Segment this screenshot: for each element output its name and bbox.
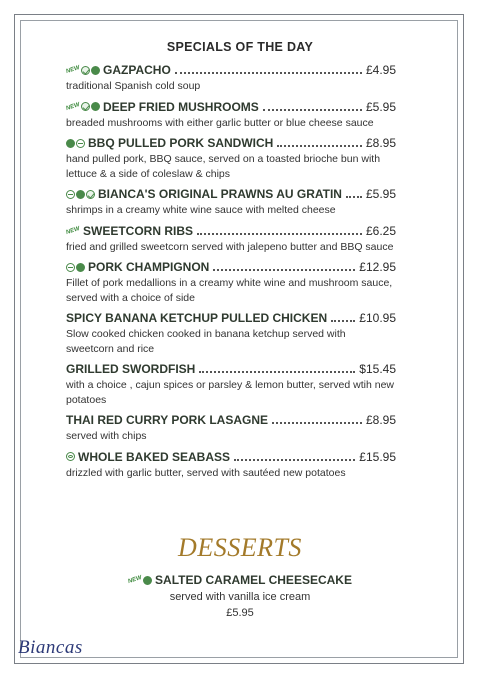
dot-leader — [234, 449, 355, 461]
menu-item — [66, 222, 396, 255]
menu-item-price: £12.95 — [359, 260, 396, 274]
menu-item-name: GAZPACHO — [103, 63, 171, 77]
gluten-free-icon — [91, 66, 100, 75]
dessert-item-header — [0, 571, 480, 589]
specials-list — [66, 61, 396, 484]
menu-item-description: served with chips — [66, 430, 147, 442]
new-badge-icon: NEW — [65, 101, 81, 112]
menu-item-price: £4.95 — [365, 63, 396, 77]
dairy-free-icon — [66, 263, 75, 272]
dietary-icons — [66, 66, 101, 75]
menu-item-description: shrimps in a creamy white wine sauce with melted cheese — [66, 204, 336, 216]
menu-item-price: £15.95 — [359, 449, 396, 464]
dot-leader — [346, 186, 362, 198]
gluten-free-icon — [76, 190, 85, 199]
dessert-description: served with vanilla ice cream — [169, 591, 311, 603]
gluten-free-icon — [76, 263, 85, 272]
menu-item-header — [66, 185, 396, 203]
gluten-free-icon — [143, 576, 152, 585]
dairy-free-icon — [66, 190, 75, 199]
dessert-price: £5.95 — [226, 607, 254, 619]
dessert-name: SALTED CARAMEL CHEESECAKE — [155, 573, 352, 587]
menu-item-description: drizzled with garlic butter, served with sautéed new potatoes — [66, 466, 346, 479]
menu-item-price: £8.95 — [365, 136, 396, 150]
dot-leader — [213, 259, 355, 271]
menu-item-header — [66, 360, 396, 378]
menu-item-price: $15.45 — [359, 362, 396, 376]
menu-item — [66, 360, 396, 407]
menu-item-description: hand pulled pork, BBQ sauce, served on a toasted brioche bun with lettuce & a side of coleslaw & chips — [66, 153, 381, 180]
menu-item-price: £5.95 — [365, 99, 396, 114]
dot-leader — [199, 361, 355, 373]
menu-item-header — [66, 134, 396, 152]
desserts-heading: DESSERTS — [178, 533, 302, 562]
menu-item-price: £8.95 — [365, 413, 396, 427]
menu-item — [66, 134, 396, 181]
gluten-free-icon — [91, 102, 100, 111]
dessert-item — [0, 571, 480, 621]
menu-item-header — [66, 61, 396, 79]
dietary-icons — [66, 102, 101, 111]
menu-item-name: THAI RED CURRY PORK LASAGNE — [66, 413, 269, 427]
new-badge-icon: NEW — [127, 574, 143, 586]
page-title: SPECIALS OF THE DAY — [166, 40, 314, 54]
menu-item-header — [66, 258, 396, 276]
menu-item — [66, 309, 396, 356]
dot-leader — [197, 223, 362, 235]
dietary-icons — [66, 139, 86, 148]
menu-item-name: PORK CHAMPIGNON — [88, 260, 210, 274]
menu-item — [66, 61, 396, 94]
fish-icon — [66, 452, 75, 461]
menu-item-description: with a choice , cajun spices or parsley & lemon butter, served wtih new potatoes — [66, 379, 394, 406]
dietary-icons — [66, 190, 96, 199]
menu-item-description: breaded mushrooms with either garlic butter or blue cheese sauce — [66, 116, 374, 129]
dessert-icons — [128, 576, 153, 585]
menu-item — [66, 448, 396, 481]
menu-item-description: Slow cooked chicken cooked in banana ketchup served with sweetcorn and rice — [66, 328, 346, 355]
menu-item-name: SWEETCORN RIBS — [83, 223, 194, 238]
menu-item-price: £5.95 — [365, 187, 396, 201]
dot-leader — [277, 135, 362, 147]
dietary-icons — [65, 225, 81, 236]
dot-leader — [331, 310, 355, 322]
menu-item — [66, 98, 396, 131]
vegetarian-icon — [86, 190, 95, 199]
menu-item-description: Fillet of pork medallions in a creamy white wine and mushroom sauce, served with a choice of side — [66, 277, 393, 304]
menu-item-name: BIANCA'S ORIGINAL PRAWNS AU GRATIN — [98, 187, 342, 201]
new-badge-icon: NEW — [65, 64, 81, 76]
menu-item-name: GRILLED SWORDFISH — [66, 362, 196, 376]
dot-leader — [272, 412, 362, 424]
menu-item-name: WHOLE BAKED SEABASS — [78, 449, 231, 464]
menu-item-header — [66, 309, 396, 327]
menu-item — [66, 411, 396, 444]
menu-item-description: traditional Spanish cold soup — [66, 80, 201, 92]
menu-item — [66, 185, 396, 218]
dot-leader — [263, 99, 362, 111]
dietary-icons — [66, 263, 86, 272]
menu-item-name: DEEP FRIED MUSHROOMS — [103, 99, 259, 114]
gluten-free-icon — [66, 139, 75, 148]
menu-item-header — [66, 98, 396, 116]
menu-item-price: £10.95 — [359, 311, 396, 325]
menu-item-header — [66, 411, 396, 429]
menu-item-header — [66, 222, 396, 240]
vegetarian-icon — [81, 102, 90, 111]
menu-item-name: SPICY BANANA KETCHUP PULLED CHICKEN — [66, 311, 328, 325]
new-badge-icon: NEW — [65, 225, 81, 236]
menu-item-price: £6.25 — [365, 223, 396, 238]
dairy-free-icon — [76, 139, 85, 148]
menu-item — [66, 258, 396, 305]
biancas-logo: Biancas — [18, 637, 83, 658]
dietary-icons — [66, 452, 76, 461]
menu-item-name: BBQ PULLED PORK SANDWICH — [88, 136, 274, 150]
menu-item-header — [66, 448, 396, 466]
menu-item-description: fried and grilled sweetcorn served with jalepeno butter and BBQ sauce — [66, 240, 394, 253]
vegetarian-icon — [81, 66, 90, 75]
dot-leader — [175, 62, 362, 74]
